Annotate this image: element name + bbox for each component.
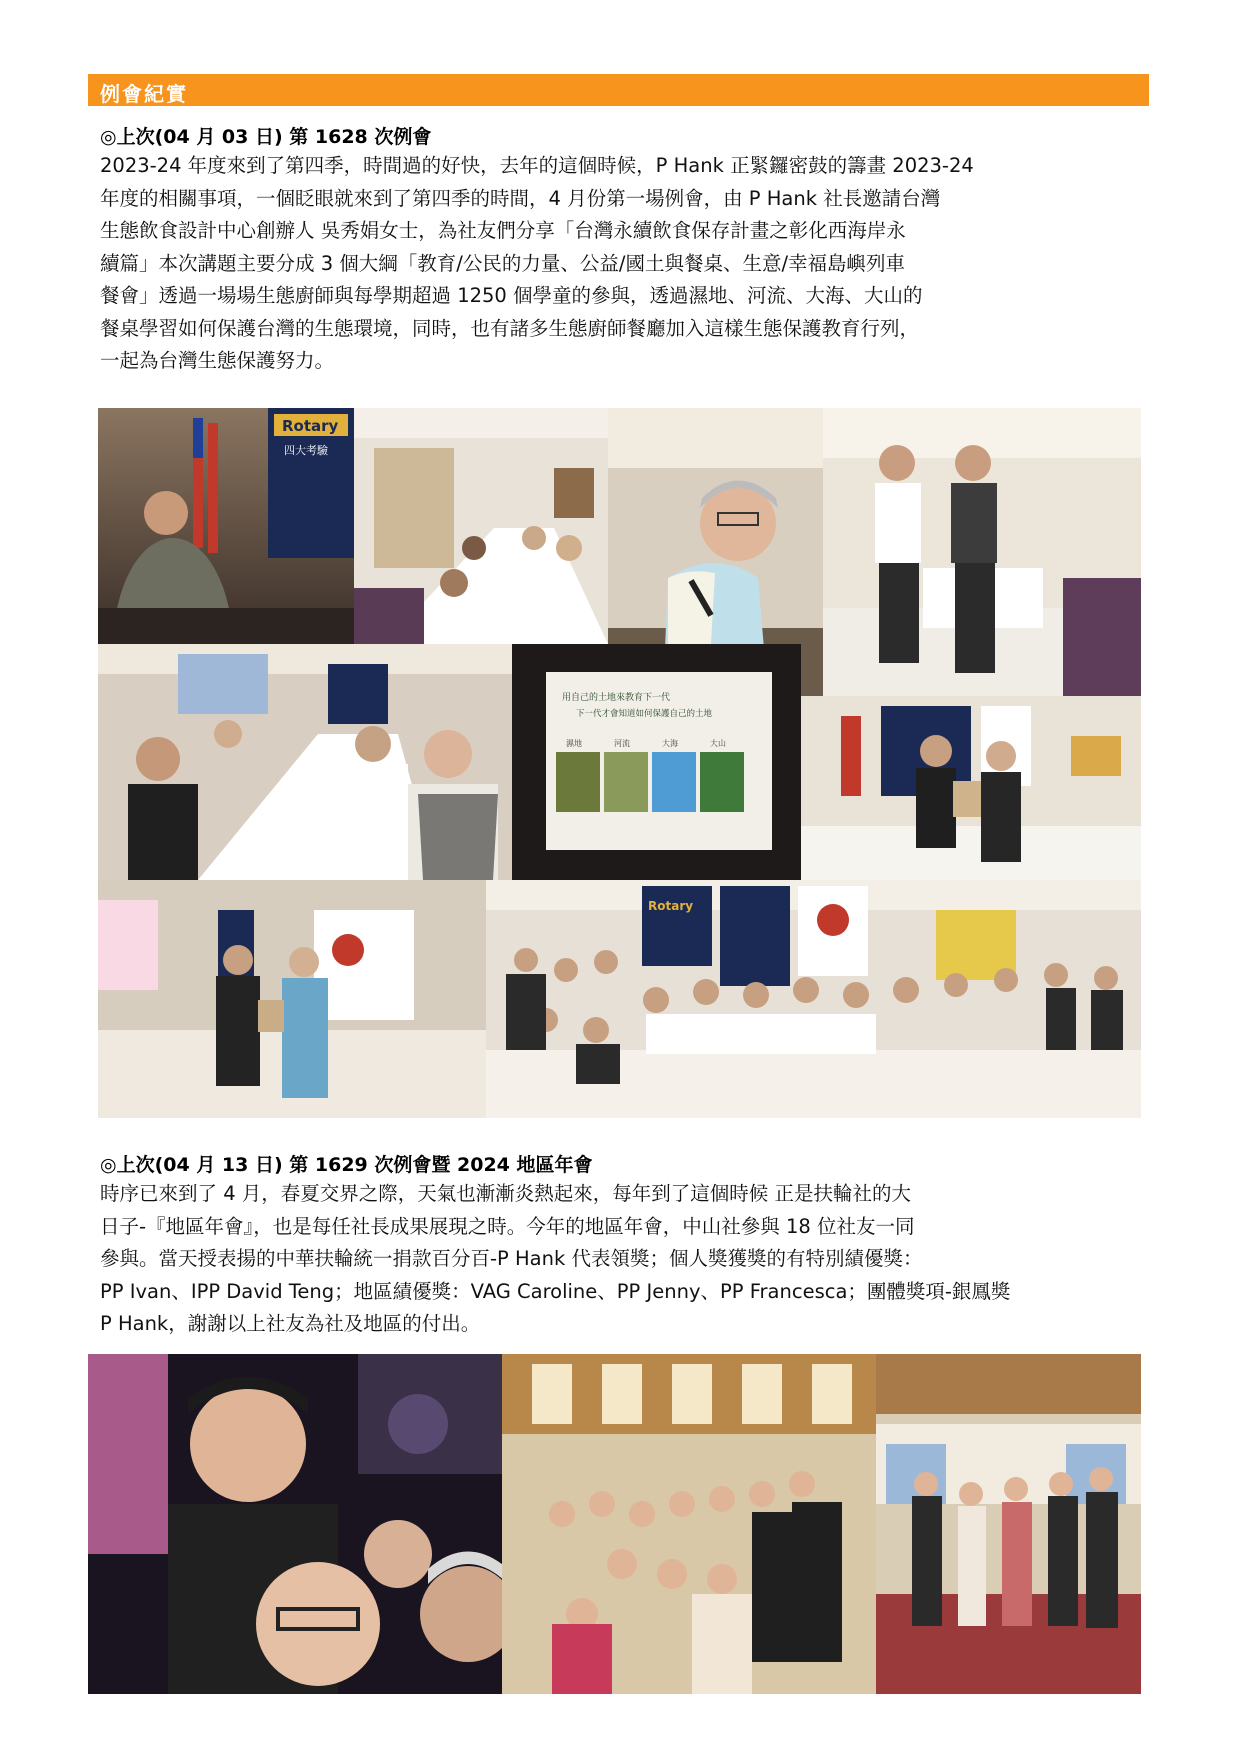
- section2-title: ◎上次(04 月 13 日) 第 1629 次例會暨 2024 地區年會: [100, 1154, 593, 1176]
- photo-speaker-with-flags: [98, 408, 354, 644]
- photo-two-hosts: [823, 408, 1141, 696]
- paragraph-line: P Hank，謝謝以上社友為社及地區的付出。: [100, 1312, 481, 1335]
- section-header-bar: [88, 74, 1149, 106]
- paragraph-line: PP Ivan、IPP David Teng；地區績優獎：VAG Caroline、PP Jenny、PP Francesca；團體獎項-銀鳳獎: [100, 1279, 1011, 1303]
- paragraph-line: 生態飲食設計中心創辦人 吳秀娟女士，為社友們分享「台灣永續飲食保存計畫之彰化西海岸永: [100, 219, 906, 242]
- section1-title: ◎上次(04 月 03 日) 第 1628 次例會: [100, 126, 432, 148]
- slide-label: 大海: [662, 739, 678, 748]
- photo-booth-group: [876, 1354, 1141, 1694]
- paragraph-line: 續篇」本次講題主要分成 3 個大綱「教育/公民的力量、公益/國土與餐桌、生意/幸福島嶼列車: [100, 251, 906, 275]
- slide-title-line1: 用自己的土地來教育下一代: [562, 693, 671, 703]
- paragraph-line: 餐會」透過一場場生態廚師與每學期超過 1250 個學童的參與，透過濕地、河流、大海、大山的: [100, 284, 923, 307]
- paragraph-line: 年度的相關事項，一個眨眼就來到了第四季的時間，4 月份第一場例會，由 P Hank 社長邀請台灣: [100, 186, 941, 210]
- banner-sidao-text: 四大考驗: [284, 444, 328, 457]
- photo-group-photo: [486, 880, 1141, 1118]
- slide-label: 河流: [614, 739, 630, 748]
- photo-selfie-conference: [88, 1354, 502, 1694]
- section1-paragraph: [100, 150, 1145, 378]
- paragraph-line: 2023-24 年度來到了第四季，時間過的好快，去年的這個時候，P Hank 正緊鑼密鼓的籌畫 2023-24: [100, 154, 974, 177]
- photo-guests-dining: [98, 644, 512, 880]
- paragraph-line: 日子-『地區年會』，也是每任社長成果展現之時。今年的地區年會，中山社參與 18 位社友一同: [100, 1214, 915, 1238]
- photo-gift-exchange: [801, 696, 1141, 880]
- photo-meeting-tables: [354, 408, 608, 644]
- slide-label: 濕地: [566, 739, 582, 748]
- photo-presentation-slide: [512, 644, 801, 880]
- section2-paragraph: [100, 1178, 1145, 1341]
- paragraph-line: 餐桌學習如何保護台灣的生態環境，同時，也有諸多生態廚師餐廳加入這樣生態保護教育行列，: [100, 316, 920, 340]
- paragraph-line: 一起為台灣生態保護努力。: [100, 349, 335, 372]
- banner-rotary-text: Rotary: [282, 417, 339, 435]
- slide-title-line2: 下一代才會知道如何保護自己的土地: [576, 709, 713, 719]
- section-header-label: 例會紀實: [100, 82, 188, 106]
- banner-rotary-text-2: Rotary: [648, 899, 694, 913]
- photo-group-cheer: [502, 1354, 876, 1694]
- paragraph-line: 時序已來到了 4 月，春夏交界之際，天氣也漸漸炎熱起來，每年到了這個時候 正是扶輪社的大: [100, 1182, 912, 1205]
- slide-label: 大山: [710, 739, 726, 748]
- photo-award-handover: [98, 880, 486, 1118]
- paragraph-line: 參與。當天授表揚的中華扶輪統一捐款百分百-P Hank 代表領獎；個人獎獲獎的有特別績優獎：: [100, 1247, 923, 1270]
